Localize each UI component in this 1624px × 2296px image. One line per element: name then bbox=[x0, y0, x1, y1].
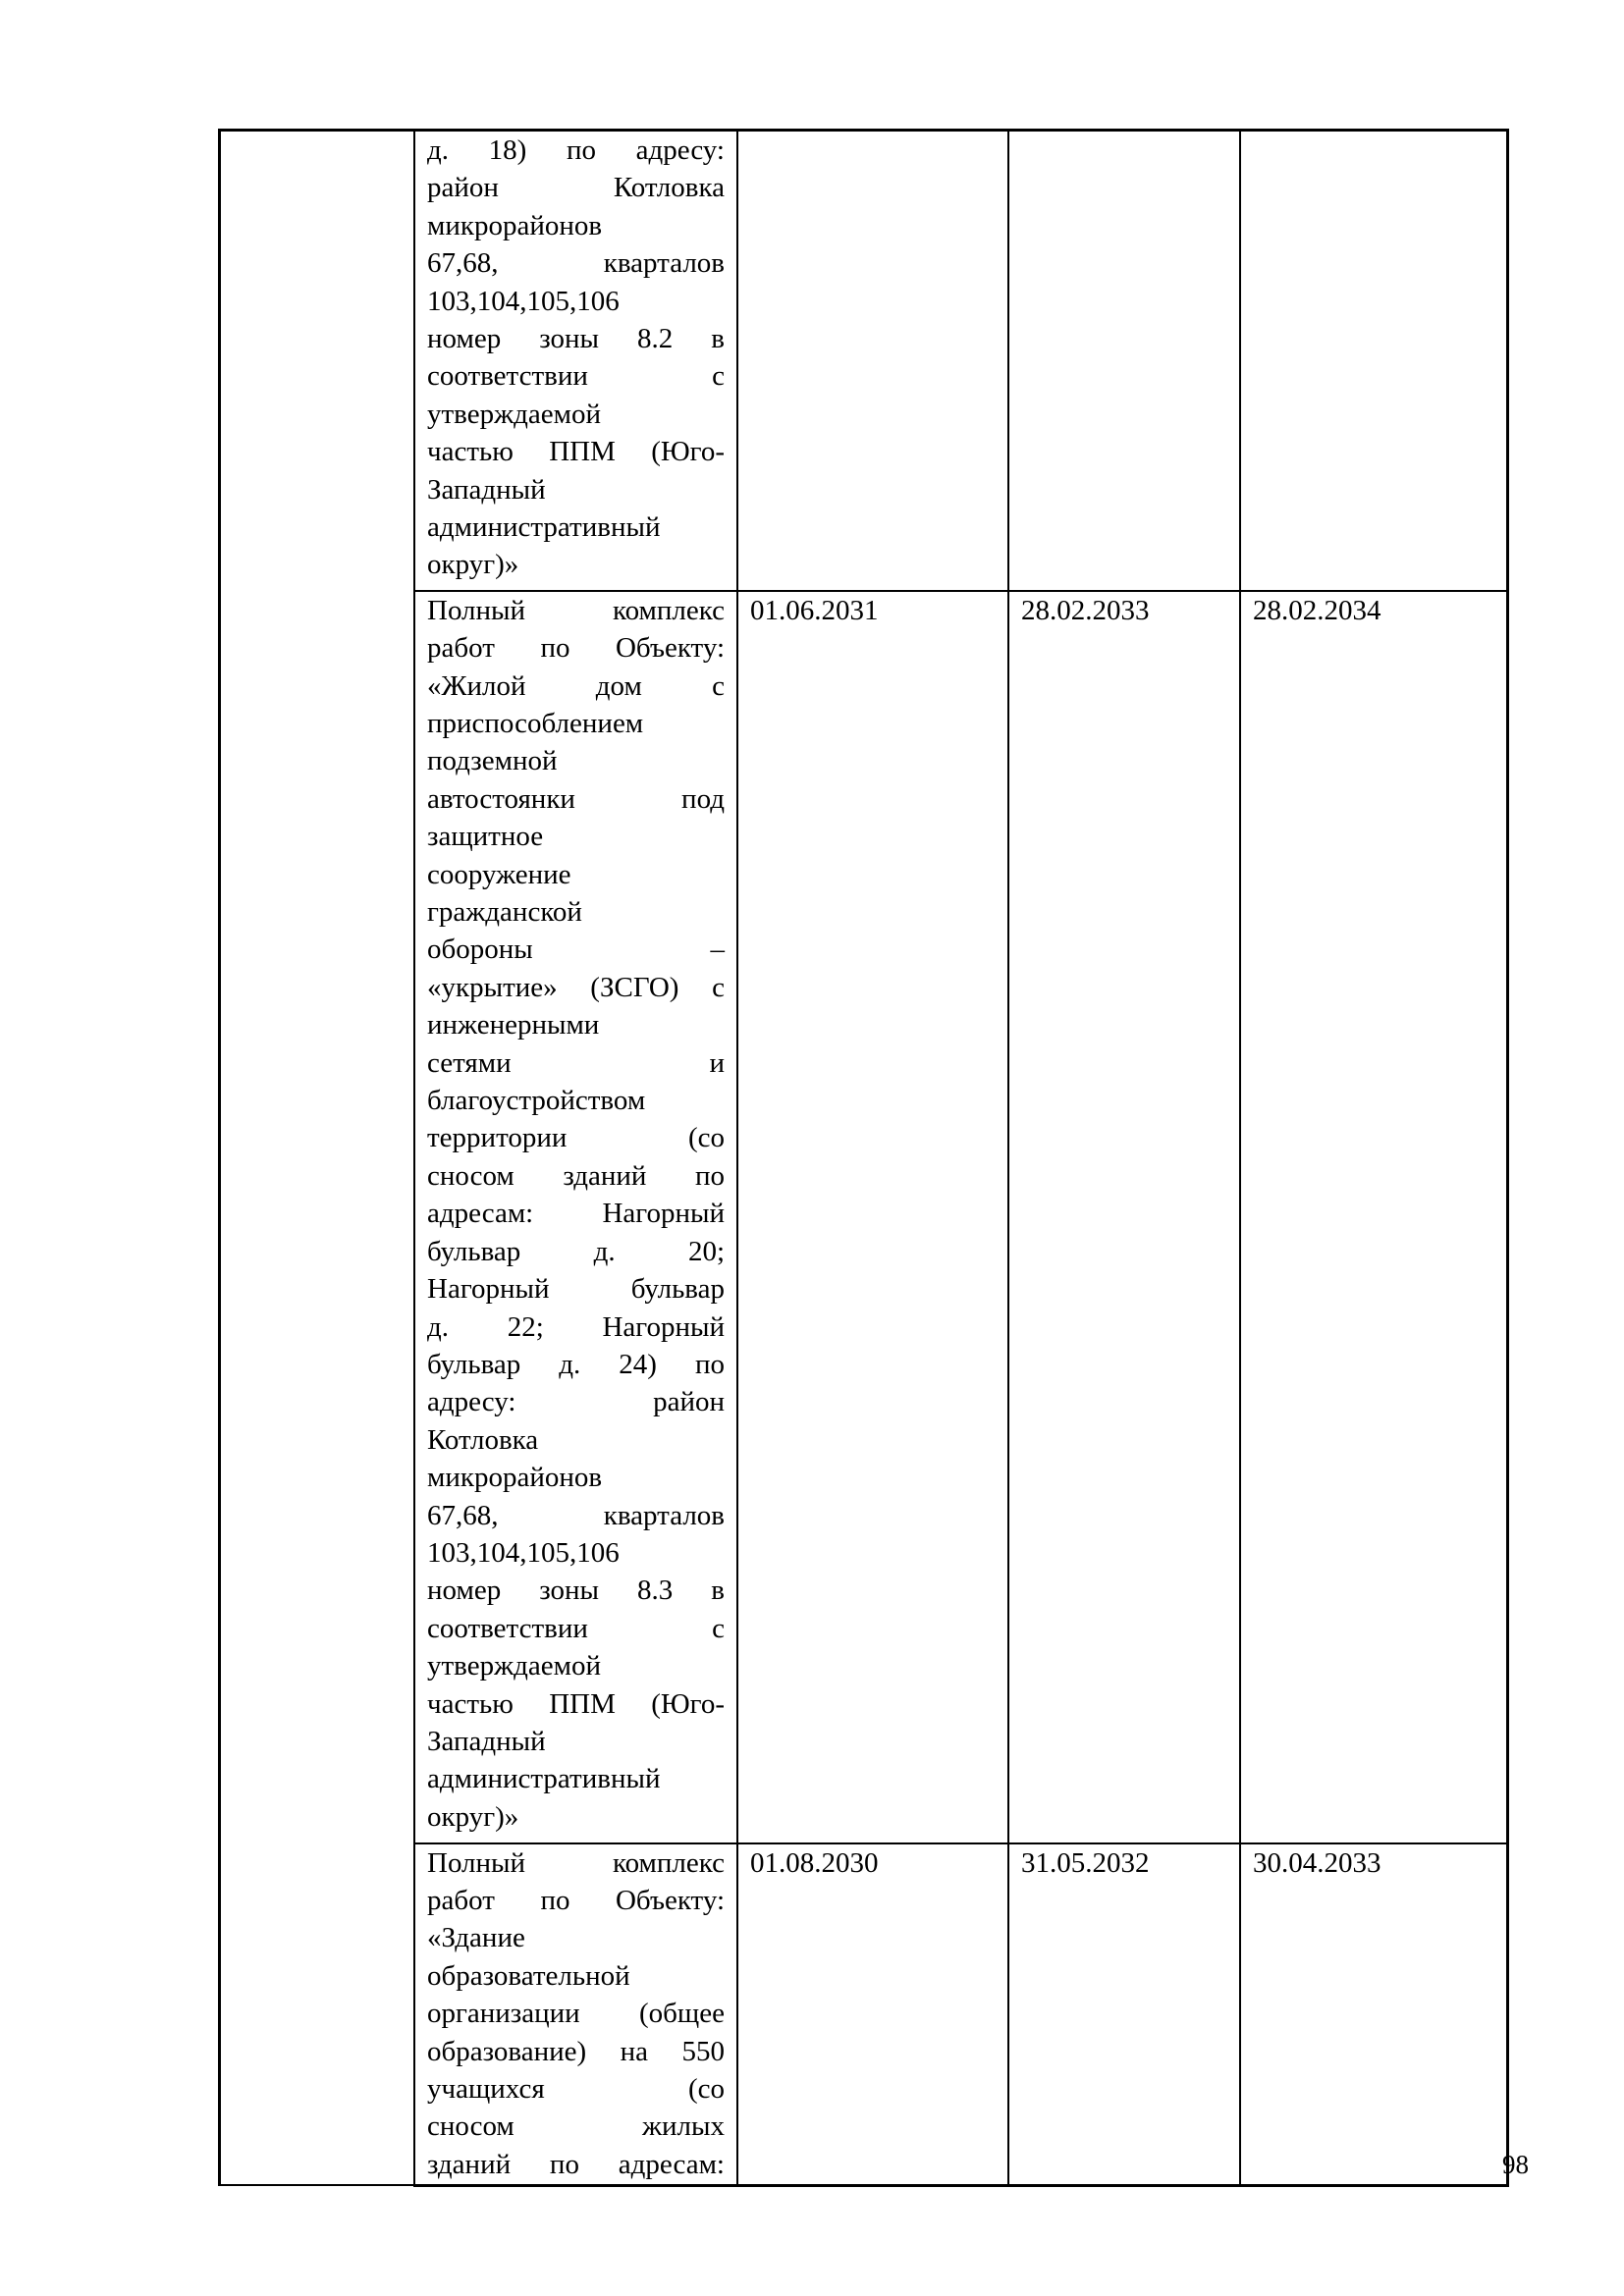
description-line: д. 22; Нагорный bbox=[427, 1310, 725, 1343]
description-line: утверждаемой bbox=[427, 398, 601, 430]
description-line: зданий по адресам: bbox=[427, 2148, 725, 2180]
description-line: благоустройством bbox=[427, 1085, 646, 1117]
description-line: организации (общее bbox=[427, 1998, 725, 2030]
schedule-table-body bbox=[220, 131, 1508, 2186]
description-line: административный bbox=[427, 511, 661, 544]
description-line: работ по Объекту: bbox=[427, 632, 725, 665]
table-cell-end-date bbox=[1008, 131, 1240, 591]
description-line: Нагорный бульвар bbox=[427, 1273, 725, 1306]
description-line: частью ППМ (Юго- bbox=[427, 1687, 725, 1720]
table-cell-end-date: 31.05.2032 bbox=[1008, 1843, 1240, 2185]
description-line: район Котловка bbox=[427, 172, 725, 204]
description-line: Полный комплекс bbox=[427, 1846, 725, 1879]
description-line: бульвар д. 24) по bbox=[427, 1348, 725, 1380]
description-line: инженерными bbox=[427, 1009, 600, 1041]
description-line: обороны – bbox=[427, 934, 725, 966]
description-line: 67,68, кварталов bbox=[427, 247, 725, 280]
table-row bbox=[220, 131, 1508, 591]
description-line: адресам: Нагорный bbox=[427, 1198, 725, 1230]
description-line: гражданской bbox=[427, 896, 582, 929]
table-cell-deadline-date bbox=[1240, 131, 1508, 591]
description-line: приспособлением bbox=[427, 708, 644, 740]
description-line: 67,68, кварталов bbox=[427, 1499, 725, 1531]
table-cell-start-date: 01.08.2030 bbox=[737, 1843, 1008, 2185]
description-line: 103,104,105,106 bbox=[427, 1536, 620, 1569]
description-line: «Здание bbox=[427, 1922, 525, 1954]
table-cell-deadline-date: 28.02.2034 bbox=[1240, 591, 1508, 1843]
description-line: соответствии с bbox=[427, 360, 725, 393]
description-line: защитное bbox=[427, 821, 544, 853]
description-line: сетями и bbox=[427, 1046, 725, 1079]
description-line: образование) на 550 bbox=[427, 2035, 725, 2067]
description-line: образовательной bbox=[427, 1959, 630, 1992]
table-cell-number bbox=[220, 131, 415, 2186]
description-line: учащихся (со bbox=[427, 2073, 725, 2106]
description-line: Котловка bbox=[427, 1423, 539, 1456]
table-cell-description bbox=[414, 591, 737, 1843]
table-cell-description bbox=[414, 131, 737, 591]
page-number: 98 bbox=[1502, 2150, 1529, 2179]
description-line: Полный комплекс bbox=[427, 594, 725, 626]
description-line: соответствии с bbox=[427, 1612, 725, 1644]
description-line: утверждаемой bbox=[427, 1650, 601, 1682]
description-line: частью ППМ (Юго- bbox=[427, 436, 725, 468]
table-cell-description bbox=[414, 1843, 737, 2185]
schedule-table bbox=[218, 129, 1509, 2187]
description-line: сносом зданий по bbox=[427, 1159, 725, 1192]
table-cell-start-date bbox=[737, 131, 1008, 591]
description-line: «укрытие» (ЗСГО) с bbox=[427, 971, 725, 1003]
table-cell-end-date: 28.02.2033 bbox=[1008, 591, 1240, 1843]
description-line: номер зоны 8.2 в bbox=[427, 323, 725, 355]
description-line: адресу: район bbox=[427, 1386, 725, 1418]
description-line: административный bbox=[427, 1763, 661, 1795]
description-line: Западный bbox=[427, 1725, 546, 1757]
table-cell-deadline-date: 30.04.2033 bbox=[1240, 1843, 1508, 2185]
description-line: сооружение bbox=[427, 858, 571, 890]
description-line: бульвар д. 20; bbox=[427, 1235, 725, 1267]
description-line: работ по Объекту: bbox=[427, 1885, 725, 1917]
description-line: округ)» bbox=[427, 1800, 519, 1833]
description-line: д. 18) по адресу: bbox=[427, 134, 725, 166]
description-line: микрорайонов bbox=[427, 209, 603, 241]
table-cell-start-date: 01.06.2031 bbox=[737, 591, 1008, 1843]
description-line: 103,104,105,106 bbox=[427, 285, 620, 317]
description-line: номер зоны 8.3 в bbox=[427, 1575, 725, 1607]
description-line: сносом жилых bbox=[427, 2110, 725, 2143]
description-line: Западный bbox=[427, 473, 546, 506]
description-line: микрорайонов bbox=[427, 1462, 603, 1494]
description-line: подземной bbox=[427, 745, 558, 777]
description-line: округ)» bbox=[427, 549, 519, 581]
description-line: «Жилой дом с bbox=[427, 669, 725, 702]
description-line: территории (со bbox=[427, 1122, 725, 1154]
description-line: автостоянки под bbox=[427, 782, 725, 815]
